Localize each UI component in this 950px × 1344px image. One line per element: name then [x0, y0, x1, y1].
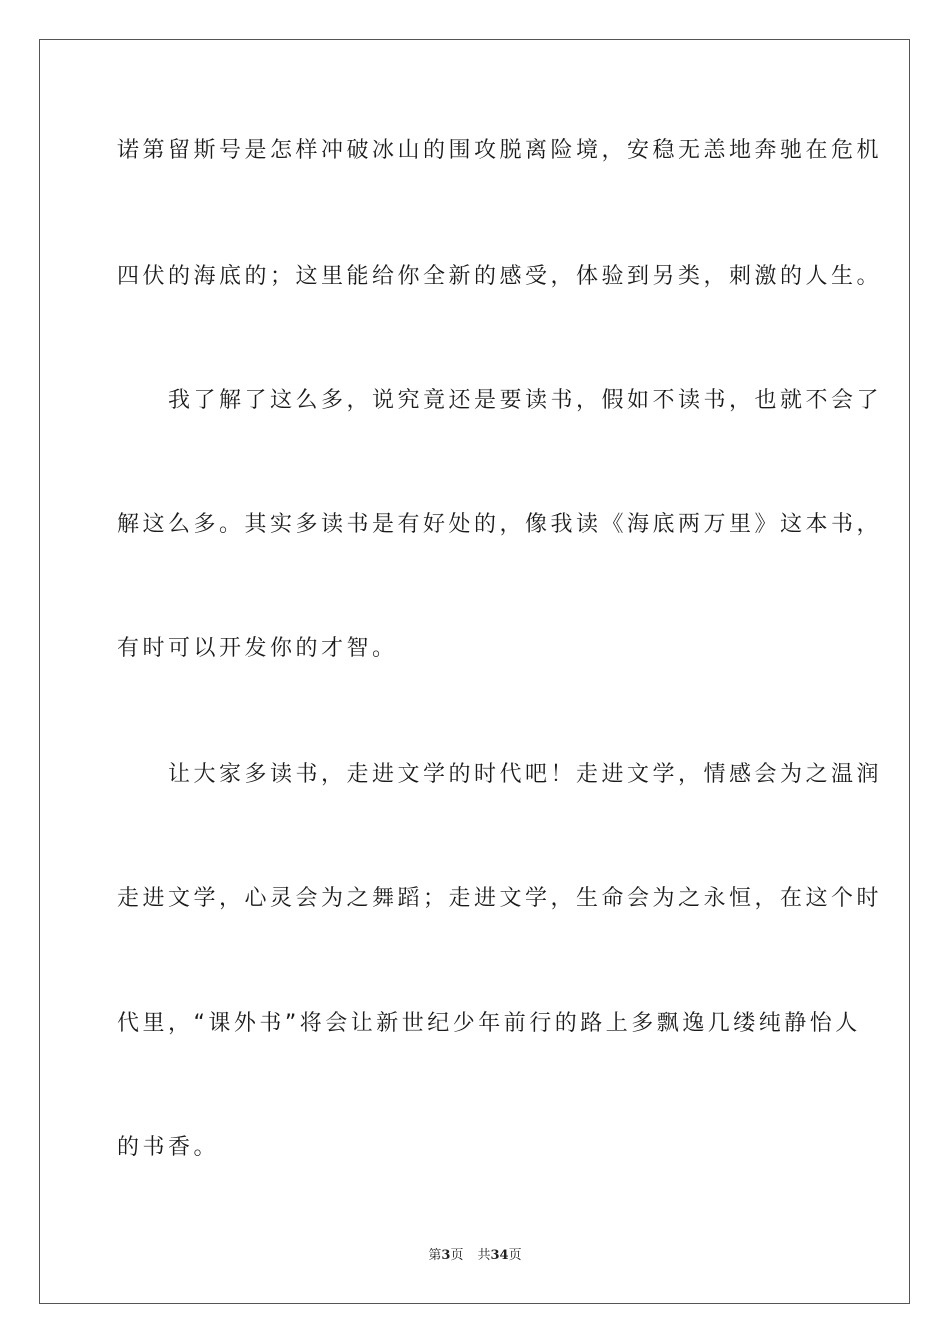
text-line: 诺第留斯号是怎样冲破冰山的围攻脱离险境，安稳无恙地奔驰在危机 — [117, 138, 883, 163]
text-line: 的书香。 — [117, 1135, 220, 1160]
page-number: 3 — [441, 1248, 451, 1263]
text-line: 我了解了这么多，说究竟还是要读书，假如不读书，也就不会了 — [117, 388, 883, 413]
total-pages: 34 — [490, 1248, 509, 1263]
page-prefix: 第 — [428, 1248, 442, 1263]
text-line: 四伏的海底的；这里能给你全新的感受，体验到另类，刺激的人生。 — [117, 264, 883, 289]
text-line: 让大家多读书，走进文学的时代吧！走进文学，情感会为之温润 — [117, 762, 883, 787]
total-suffix: 页 — [508, 1248, 522, 1263]
page-border — [39, 39, 910, 1304]
text-line: 代里，“课外书”将会让新世纪少年前行的路上多飘逸几缕纯静怡人 — [117, 1011, 861, 1036]
page-suffix: 页 — [450, 1248, 464, 1263]
total-prefix: 共 — [477, 1248, 491, 1263]
text-line: 有时可以开发你的才智。 — [117, 636, 398, 661]
text-line: 解这么多。其实多读书是有好处的，像我读《海底两万里》这本书， — [117, 512, 883, 537]
page-footer — [0, 1246, 950, 1266]
text-line: 走进文学，心灵会为之舞蹈；走进文学，生命会为之永恒，在这个时 — [117, 886, 883, 911]
